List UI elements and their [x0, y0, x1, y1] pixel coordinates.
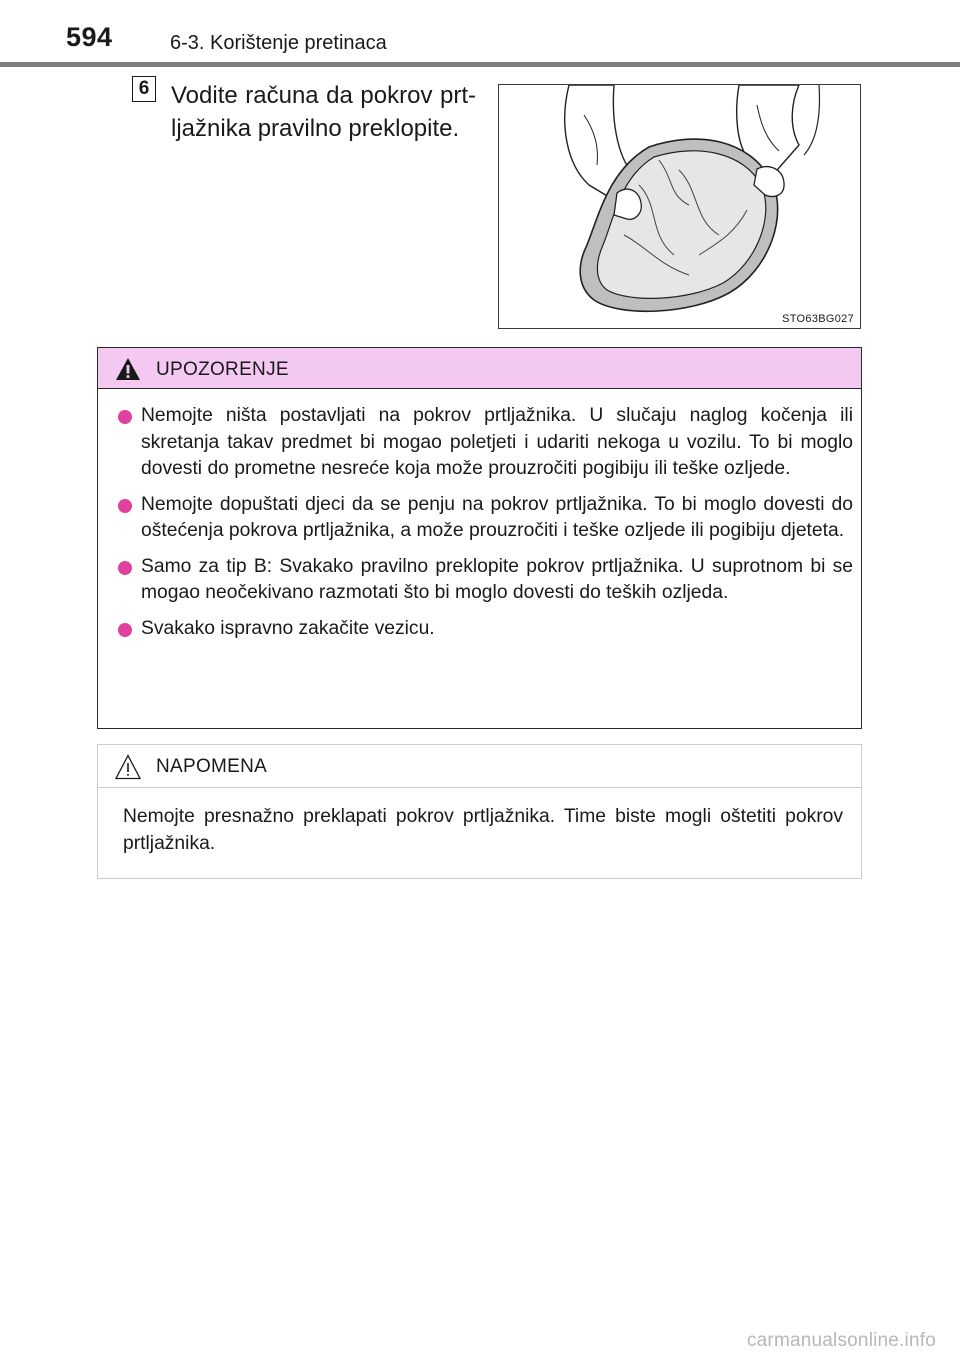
warning-item-text: Nemojte dopuštati djeci da se penju na pokrov prtljažnika. To bi moglo dovesti do oštećenja pokrova prtljažnika, a može prouzročiti i teške ozljede ili pogibiju djeteta. [141, 493, 853, 541]
warning-item-text: Svakako ispravno zakačite vezicu. [141, 617, 435, 639]
warning-header [98, 348, 861, 389]
warning-triangle-icon [115, 357, 141, 381]
page-number: 594 [66, 22, 113, 52]
step-instruction: Vodite računa da pokrov prtljažnika pravilno preklopite. [171, 82, 476, 142]
warning-box [97, 347, 862, 729]
section-title: 6-3. Korištenje pretinaca [170, 32, 387, 54]
warning-item [118, 616, 853, 643]
warning-item-text: Nemojte ništa postavljati na pokrov prtljažnika. U slučaju naglog kočenja ili skretanja takav predmet bi mogao poletjeti i udariti nekoga u vozilu. To bi moglo dovesti do prometne nesreće koja može prouzročiti pogibiju ili teške ozljede. [141, 405, 853, 479]
warning-title: UPOZORENJE [156, 359, 289, 380]
folding-cover-drawing [499, 85, 861, 329]
notice-triangle-icon [115, 754, 141, 780]
step-number-badge: 6 [132, 76, 156, 102]
bullet-icon [118, 561, 132, 575]
cover-folding-illustration [498, 84, 861, 329]
bullet-icon [118, 499, 132, 513]
notice-text: Nemojte presnažno preklapati pokrov prtljažnika. Time biste mogli oštetiti pokrov prtljažnika. [123, 806, 843, 854]
bullet-icon [118, 410, 132, 424]
page-header [0, 0, 960, 64]
header-rule [0, 62, 960, 67]
warning-item-text: Samo za tip B: Svakako pravilno preklopite pokrov prtljažnika. U suprotnom bi se mogao neočekivano razmotati što bi moglo dovesti do teških ozljeda. [141, 555, 853, 603]
bullet-icon [118, 623, 132, 637]
notice-header [98, 745, 861, 788]
watermark: carmanualsonline.info [746, 1330, 936, 1351]
warning-item [118, 492, 853, 545]
figure-code: STO63BG027 [782, 313, 854, 325]
notice-title: NAPOMENA [156, 756, 268, 777]
warning-item [118, 554, 853, 607]
notice-box [97, 744, 862, 879]
warning-item [118, 403, 853, 483]
warning-list [118, 403, 853, 651]
